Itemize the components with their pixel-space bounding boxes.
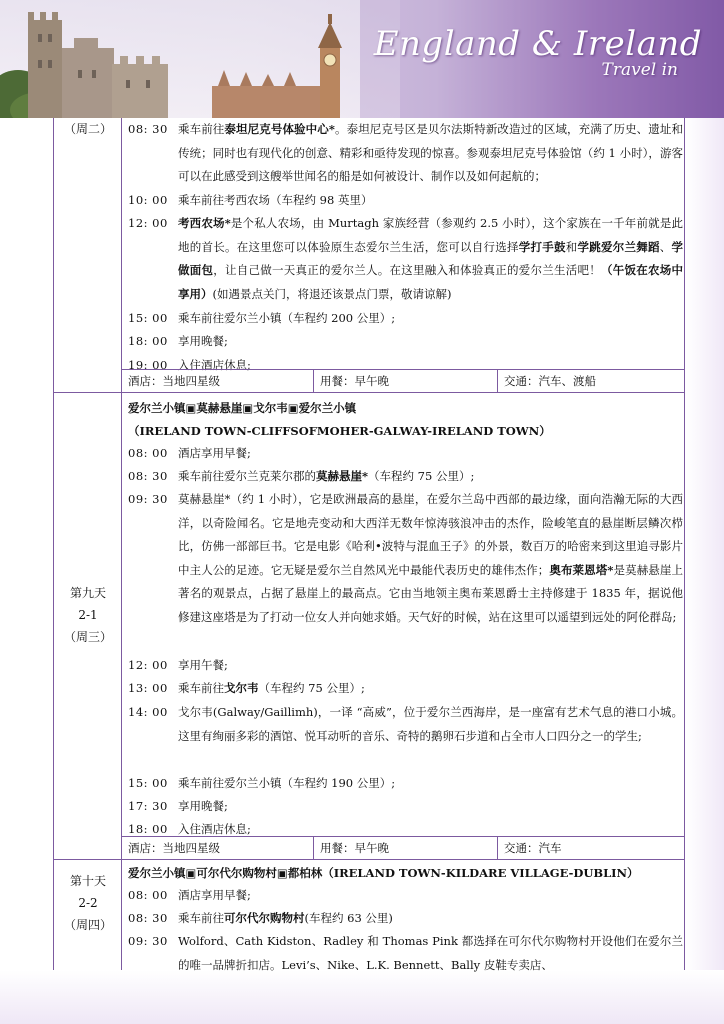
day-divider <box>54 392 684 393</box>
day-label <box>54 582 122 648</box>
day-summary-row <box>122 370 684 392</box>
day-label-line: （周二） <box>63 122 112 136</box>
day-label <box>54 870 122 936</box>
row-description: 入住酒店休息; <box>178 822 251 836</box>
footer-decoration <box>0 970 724 1024</box>
brand-subtitle: Travel in <box>601 60 678 80</box>
side-decoration <box>686 118 724 970</box>
brand-title-block <box>374 26 702 80</box>
itinerary-table <box>53 118 685 970</box>
row-time: 15: 00 <box>128 776 168 790</box>
day-label-line: （周三） <box>63 630 112 644</box>
day-label-line: 第九天 <box>69 586 106 600</box>
row-description: 入住酒店休息; <box>178 358 251 372</box>
day-summary-row <box>122 837 684 859</box>
row-time: 08: 30 <box>128 122 168 136</box>
meal-info: 用餐：早午晚 <box>314 837 498 859</box>
row-description: 考西农场*是个私人农场，由 Murtagh 家族经营（参观约 2.5 小时），这个家族在一千年前就是此地的首长。在这里您可以体验原生态爱尔兰生活，您可以自行选择学打手鼓和学跳爱尔兰舞蹈、学做面包，让自己做一天真正的爱尔兰人。在这里融入和体验真正的爱尔兰生活吧！（午饭在农场中享用）(如遇景点关门，将退还该景点门票，敬请谅解) <box>178 216 683 301</box>
row-description: 享用午餐; <box>178 658 228 672</box>
row-time: 08: 00 <box>128 446 168 460</box>
hotel-info: 酒店：当地四星级 <box>122 837 314 859</box>
row-description: 乘车前往泰坦尼克号体验中心*。泰坦尼克号区是贝尔法斯特新改造过的区域，充满了历史、遗址和传统；同时也有现代化的创意、精彩和亟待发现的惊喜。参观泰坦尼克号体验馆（约 1 小时），游客可以在此感受到这艘举世闻名的船是如何被设计、制作以及如何起航的； <box>178 122 684 184</box>
day-route-title: 爱尔兰小镇▣莫赫悬崖▣戈尔韦▣爱尔兰小镇 <box>128 401 357 415</box>
brand-title: England & Ireland <box>373 24 702 64</box>
day-label-line: （周四） <box>63 918 112 932</box>
row-description: 乘车前往可尔代尔购物村(车程约 63 公里) <box>178 911 393 925</box>
row-time: 08: 30 <box>128 911 168 925</box>
row-time: 12: 00 <box>128 216 168 230</box>
row-description: 乘车前往爱尔兰小镇（车程约 200 公里）; <box>178 311 396 325</box>
row-description: 酒店享用早餐; <box>178 446 251 460</box>
row-description: 乘车前往戈尔韦（车程约 75 公里）; <box>178 681 365 695</box>
meal-info: 用餐：早午晚 <box>314 370 498 392</box>
day-label-line: 2-2 <box>78 896 98 910</box>
day-label-line: 第十天 <box>69 874 106 888</box>
row-description: 酒店享用早餐; <box>178 888 251 902</box>
row-description: Wolford、Cath Kidston、Radley 和 Thomas Pink 都选择在可尔代尔购物村开设他们在爱尔兰的唯一品牌折扣店。Levi’s、Nike、L.K. Bennett、Bally 皮鞋专卖店、 <box>178 934 683 972</box>
row-time: 09: 30 <box>128 492 168 506</box>
day-divider <box>54 859 684 860</box>
row-time: 08: 30 <box>128 469 168 483</box>
day-label-line: 2-1 <box>78 608 98 622</box>
row-description: 乘车前往爱尔兰小镇（车程约 190 公里）; <box>178 776 396 790</box>
page-header <box>0 0 724 118</box>
row-time: 18: 00 <box>128 822 168 836</box>
row-time: 14: 00 <box>128 705 168 719</box>
day-label <box>54 118 122 140</box>
transport-info: 交通：汽车、渡船 <box>504 374 596 388</box>
row-time: 18: 00 <box>128 334 168 348</box>
row-description: 戈尔韦(Galway/Gaillimh)，一译 “高威”，位于爱尔兰西海岸，是一座富有艺术气息的港口小城。这里有绚丽多彩的酒馆、悦耳动听的音乐、奇特的鹅卵石步道和占全市人口四分之一的学生; <box>178 705 683 743</box>
row-description: 乘车前往爱尔兰克莱尔郡的莫赫悬崖*（车程约 75 公里）; <box>178 469 475 483</box>
row-time: 13: 00 <box>128 681 168 695</box>
row-time: 12: 00 <box>128 658 168 672</box>
transport-info: 交通：汽车 <box>504 841 562 855</box>
day-route-title: 爱尔兰小镇▣可尔代尔购物村▣都柏林（IRELAND TOWN-KILDARE VILLAGE-DUBLIN） <box>128 866 639 880</box>
row-description: 享用晚餐; <box>178 799 228 813</box>
day-column <box>54 118 122 970</box>
row-time: 19: 00 <box>128 358 168 372</box>
day-route-title-en: （IRELAND TOWN-CLIFFSOFMOHER-GALWAY-IRELAND TOWN） <box>128 424 551 438</box>
row-time: 17: 30 <box>128 799 168 813</box>
row-time: 10: 00 <box>128 193 168 207</box>
row-description: 莫赫悬崖*（约 1 小时），它是欧洲最高的悬崖，在爱尔兰岛中西部的最边缘，面向浩瀚无际的大西洋，以奇险闻名。它是地壳变动和大西洋无数年惊涛骇浪冲击的杰作，险峻笔直的悬崖断层鳞次栉比，仿佛一部部巨书。它是电影《哈利•波特与混血王子》的外景，数百万的哈密来到这里追寻影片中主人公的足迹。它无疑是爱尔兰自然风光中最能代表历史的雄伟杰作；奥布莱恩塔*是莫赫悬崖上著名的观景点，占据了悬崖上的最高点。它由当地领主奥布莱恩爵士主持修建于 1835 年，据说他修建这座塔是为了打动一位女人并向她求婚。天气好的时候，站在这里可以遥望到远处的阿伦群岛; <box>178 492 684 624</box>
row-description: 享用晚餐; <box>178 334 228 348</box>
hotel-info: 酒店：当地四星级 <box>122 370 314 392</box>
row-time: 08: 00 <box>128 888 168 902</box>
row-time: 15: 00 <box>128 311 168 325</box>
row-time: 09: 30 <box>128 934 168 948</box>
row-description: 乘车前往考西农场（车程约 98 英里） <box>178 193 373 207</box>
